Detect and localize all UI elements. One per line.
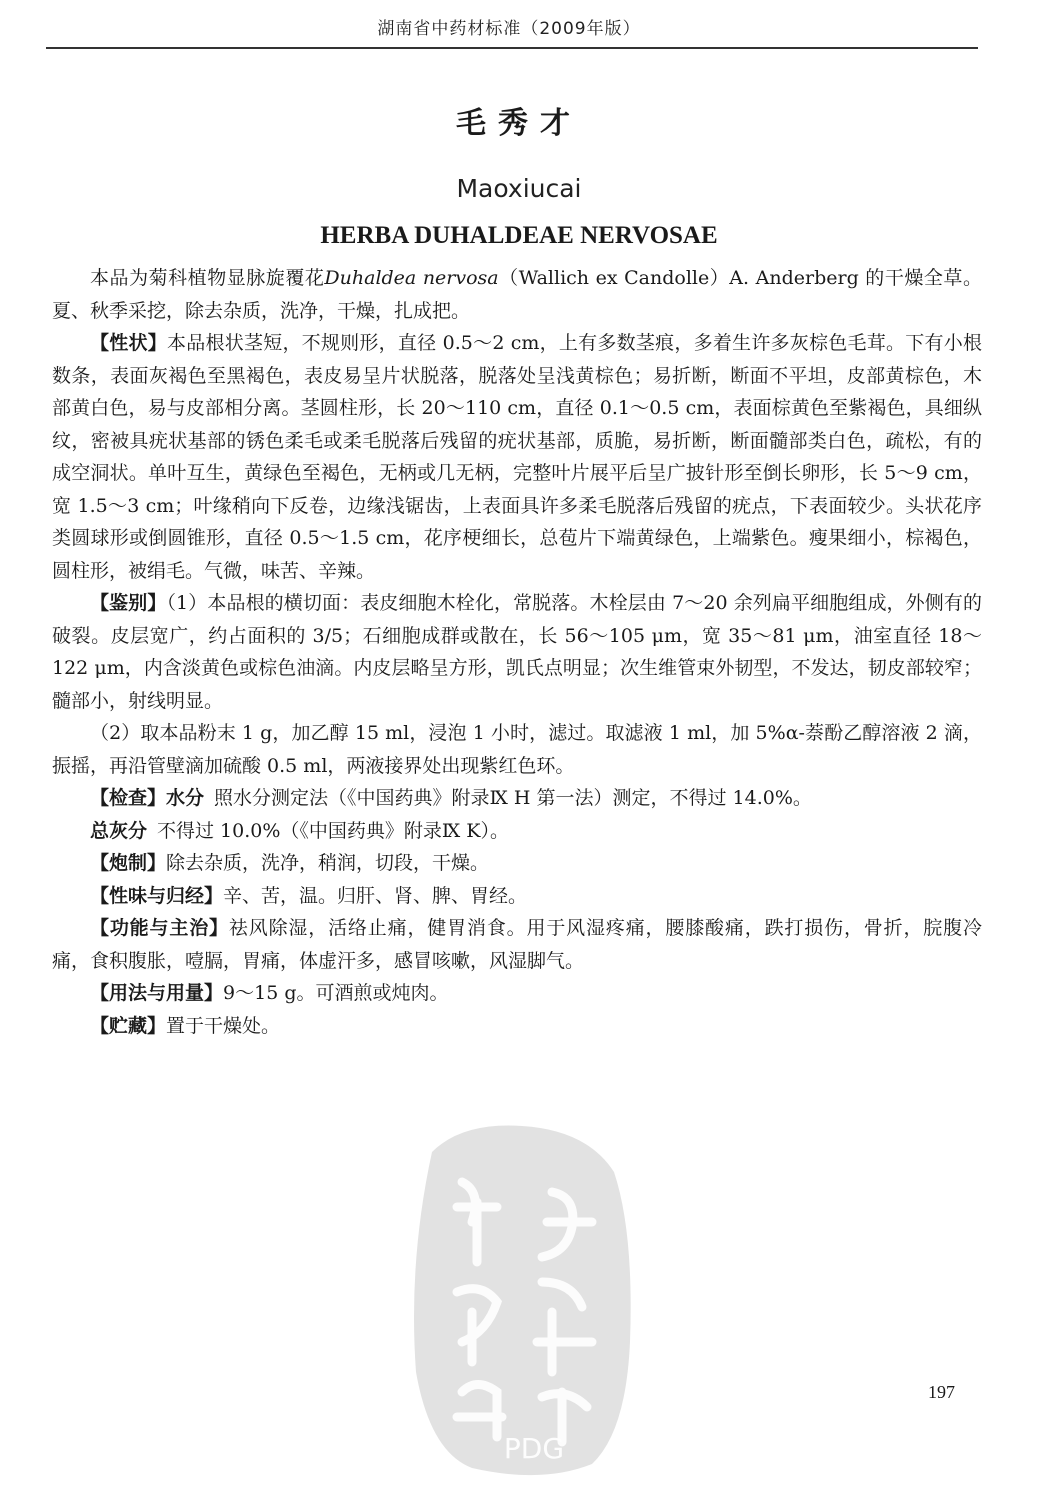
identification-item-2: （2）取本品粉末 1 g，加乙醇 15 ml，浸泡 1 小时，滤过。取滤液 1 ml，加 5%α-萘酚乙醇溶液 2 滴，振摇，再沿管壁滴加硫酸 0.5 ml，两液接界处出现紫红色环。 — [52, 722, 982, 777]
water-label: 水分 — [166, 787, 205, 809]
ash-text: 不得过 10.0%（《中国药典》附录Ⅸ K）。 — [157, 819, 509, 842]
intro-text-before: 本品为菊科植物显脉旋覆花 — [90, 267, 325, 289]
watermark-text: PDG — [503, 1432, 565, 1465]
storage-text: 置于干燥处。 — [166, 1014, 281, 1037]
function-label: 【功能与主治】 — [90, 917, 229, 939]
ash-paragraph — [52, 815, 982, 848]
intro-paragraph — [52, 262, 982, 327]
examination-section — [52, 782, 982, 815]
property-label: 【性味与归经】 — [90, 884, 224, 907]
library-seal-watermark — [402, 1112, 642, 1482]
monograph-title: 毛秀才 — [456, 106, 582, 141]
monograph-body — [52, 262, 982, 1042]
storage-section — [52, 1010, 982, 1043]
property-text: 辛、苦，温。归肝、肾、脾、胃经。 — [223, 884, 528, 907]
property-section — [52, 880, 982, 913]
species-name: Duhaldea nervosa — [324, 267, 499, 289]
seal-stone-shape — [414, 1126, 631, 1476]
characters-text: 本品根状茎短，不规则形，直径 0.5～2 cm，上有多数茎痕，多着生许多灰棕色毛茸。下有小根数条，表面灰褐色至黑褐色，表皮易呈片状脱落，脱落处呈浅黄棕色；易折断，断面不平坦，皮部黄棕色，木部黄白色，易与皮部相分离。茎圆柱形，长 20～110 cm，直径 0.1～0.5 cm，表面棕黄色至紫褐色，具细纵纹，密被具疣状基部的锈色柔毛或柔毛脱落后残留的疣状基部，质脆，易折断，断面髓部类白色，疏松，有的成空洞状。单叶互生，黄绿色至褐色，无柄或几无柄，完整叶片展平后呈广披针形至倒长卵形，长 5～9 cm，宽 1.5～3 cm；叶缘稍向下反卷，边缘浅锯齿，上表面具许多柔毛脱落后残留的疣点，下表面较少。头状花序类圆球形或倒圆锥形，直径 0.5～1.5 cm，花序梗细长，总苞片下端黄绿色，上端紫色。瘦果细小，棕褐色，圆柱形，被绢毛。气微，味苦、辛辣。 — [52, 332, 982, 582]
characters-label: 【性状】 — [90, 332, 167, 354]
header-rule — [46, 47, 978, 49]
ash-label: 总灰分 — [90, 819, 148, 842]
page-number: 197 — [928, 1382, 955, 1402]
storage-label: 【贮藏】 — [90, 1014, 167, 1037]
processing-text: 除去杂质，洗净，稍润，切段，干燥。 — [166, 852, 490, 874]
monograph-pinyin: Maoxiucai — [456, 174, 582, 203]
running-header: 湖南省中药材标准（2009年版） — [377, 19, 641, 39]
processing-label: 【炮制】 — [90, 852, 167, 874]
monograph-latin-name: HERBA DUHALDEAE NERVOSAE — [320, 222, 718, 249]
intro-text-after: （Wallich ex Candolle）A. Anderberg 的干燥全草。夏、秋季采挖，除去杂质，洗净，干燥，扎成把。 — [52, 267, 982, 322]
identification-item-2-paragraph — [52, 717, 982, 782]
dosage-text: 9～15 g。可酒煎或炖肉。 — [223, 982, 449, 1004]
function-text: 祛风除湿，活络止痛，健胃消食。用于风湿疼痛，腰膝酸痛，跌打损伤，骨折，脘腹冷痛，食积腹胀，噎膈，胃痛，体虚汗多，感冒咳嗽，风湿脚气。 — [52, 917, 982, 972]
characters-section — [52, 327, 982, 587]
dosage-label: 【用法与用量】 — [90, 982, 224, 1004]
dosage-section — [52, 977, 982, 1010]
function-section — [52, 912, 982, 977]
examination-label: 【检查】 — [90, 787, 167, 809]
water-text: 照水分测定法（《中国药典》附录Ⅸ H 第一法）测定，不得过 14.0%。 — [214, 787, 812, 809]
identification-label: 【鉴别】 — [90, 592, 167, 614]
processing-section — [52, 847, 982, 880]
identification-item-1: （1）本品根的横切面：表皮细胞木栓化，常脱落。木栓层由 7～20 余列扁平细胞组成，外侧有的破裂。皮层宽广，约占面积的 3/5；石细胞成群或散在，长 56～105 μm，宽 35～81 μm，油室直径 18～122 μm，内含淡黄色或棕色油滴。内皮层略呈方形，凯氏点明显；次生维管束外韧型，不发达，韧皮部较窄；髓部小，射线明显。 — [52, 592, 982, 712]
identification-section — [52, 587, 982, 717]
